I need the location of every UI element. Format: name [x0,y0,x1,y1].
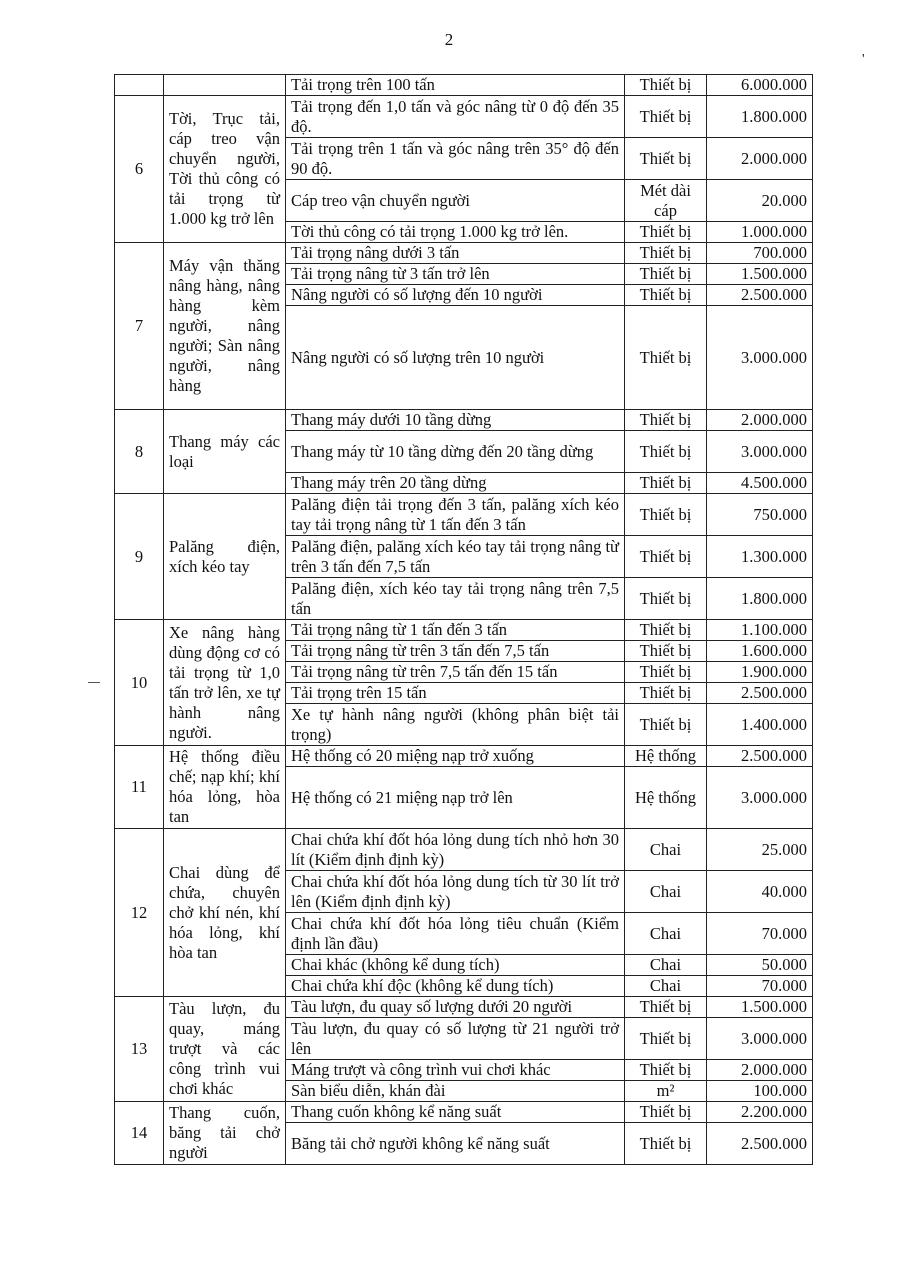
unit-of-measure: Thiết bị [625,222,707,243]
unit-of-measure: Mét dài cáp [625,180,707,222]
fee-amount: 40.000 [707,871,813,913]
unit-of-measure: Chai [625,976,707,997]
fee-amount: 2.500.000 [707,746,813,767]
table-row [115,243,813,264]
fee-amount: 1.500.000 [707,997,813,1018]
unit-of-measure: Thiết bị [625,641,707,662]
item-description: Tải trọng nâng từ trên 7,5 tấn đến 15 tấn [286,662,625,683]
item-description: Chai chứa khí đốt hóa lỏng dung tích nhỏ hơn 30 lít (Kiểm định định kỳ) [286,829,625,871]
table-row [115,829,813,871]
item-number: 10 [115,620,164,746]
item-number: 7 [115,243,164,410]
fee-amount: 2.500.000 [707,285,813,306]
unit-of-measure: Thiết bị [625,1123,707,1165]
equipment-group: Tời, Trục tải, cáp treo vận chuyển người, Tời thủ công có tải trọng từ 1.000 kg trở lên [164,96,286,243]
item-description: Nâng người có số lượng trên 10 người [286,306,625,410]
fee-amount: 2.200.000 [707,1102,813,1123]
table-row [115,96,813,138]
fee-amount: 1.800.000 [707,578,813,620]
fee-amount: 1.300.000 [707,536,813,578]
fee-amount: 3.000.000 [707,767,813,829]
table-row [115,620,813,641]
unit-of-measure: Chai [625,829,707,871]
item-description: Hệ thống có 20 miệng nạp trở xuống [286,746,625,767]
item-description: Tải trọng nâng từ trên 3 tấn đến 7,5 tấn [286,641,625,662]
unit-of-measure: Thiết bị [625,1102,707,1123]
item-description: Chai chứa khí đốt hóa lỏng tiêu chuẩn (Kiểm định lần đầu) [286,913,625,955]
equipment-group [164,75,286,96]
fee-amount: 25.000 [707,829,813,871]
item-description: Băng tải chở người không kể năng suất [286,1123,625,1165]
fee-amount: 1.800.000 [707,96,813,138]
table-row [115,75,813,96]
fee-amount: 70.000 [707,913,813,955]
equipment-group: Hệ thống điều chế; nạp khí; khí hóa lỏng, hòa tan [164,746,286,829]
item-description: Thang máy trên 20 tầng dừng [286,473,625,494]
table-row [115,746,813,767]
item-description: Cáp treo vận chuyển người [286,180,625,222]
unit-of-measure: Thiết bị [625,138,707,180]
item-description: Thang máy từ 10 tầng dừng đến 20 tầng dừng [286,431,625,473]
unit-of-measure: Thiết bị [625,578,707,620]
fee-amount: 6.000.000 [707,75,813,96]
fee-amount: 20.000 [707,180,813,222]
item-description: Chai chứa khí đốt hóa lỏng dung tích từ 30 lít trở lên (Kiểm định định kỳ) [286,871,625,913]
item-description: Máng trượt và công trình vui chơi khác [286,1060,625,1081]
item-description: Tải trọng nâng từ 1 tấn đến 3 tấn [286,620,625,641]
unit-of-measure: Thiết bị [625,264,707,285]
item-description: Xe tự hành nâng người (không phân biệt tải trọng) [286,704,625,746]
fee-amount: 3.000.000 [707,431,813,473]
fee-amount: 4.500.000 [707,473,813,494]
unit-of-measure: Chai [625,955,707,976]
item-description: Tàu lượn, đu quay có số lượng từ 21 người trở lên [286,1018,625,1060]
unit-of-measure: Thiết bị [625,1060,707,1081]
item-description: Thang cuốn không kể năng suất [286,1102,625,1123]
item-description: Palăng điện, xích kéo tay tải trọng nâng trên 7,5 tấn [286,578,625,620]
equipment-group: Palăng điện, xích kéo tay [164,494,286,620]
equipment-group: Chai dùng để chứa, chuyên chở khí nén, khí hóa lỏng, khí hòa tan [164,829,286,997]
item-description: Hệ thống có 21 miệng nạp trở lên [286,767,625,829]
margin-mark: ' [862,52,865,67]
fee-amount: 1.100.000 [707,620,813,641]
fee-amount: 750.000 [707,494,813,536]
fee-amount: 2.000.000 [707,138,813,180]
unit-of-measure: Chai [625,913,707,955]
unit-of-measure: Thiết bị [625,704,707,746]
fee-amount: 2.000.000 [707,1060,813,1081]
unit-of-measure: Thiết bị [625,997,707,1018]
fee-amount: 70.000 [707,976,813,997]
item-number: 11 [115,746,164,829]
item-description: Tải trọng trên 1 tấn và góc nâng trên 35° độ đến 90 độ. [286,138,625,180]
unit-of-measure: Thiết bị [625,431,707,473]
table-row [115,997,813,1018]
fee-amount: 1.000.000 [707,222,813,243]
fee-amount: 3.000.000 [707,306,813,410]
unit-of-measure: Thiết bị [625,285,707,306]
table-row [115,494,813,536]
equipment-group: Thang cuốn, băng tải chở người [164,1102,286,1165]
fee-amount: 1.900.000 [707,662,813,683]
item-description: Tải trọng trên 100 tấn [286,75,625,96]
unit-of-measure: Thiết bị [625,683,707,704]
item-description: Tải trọng trên 15 tấn [286,683,625,704]
unit-of-measure: Thiết bị [625,473,707,494]
item-number: 14 [115,1102,164,1165]
fee-amount: 50.000 [707,955,813,976]
margin-dash [88,682,100,683]
unit-of-measure: Thiết bị [625,410,707,431]
unit-of-measure: Thiết bị [625,620,707,641]
item-description: Palăng điện, palăng xích kéo tay tải trọng nâng từ trên 3 tấn đến 7,5 tấn [286,536,625,578]
item-description: Palăng điện tải trọng đến 3 tấn, palăng xích kéo tay tải trọng nâng từ 1 tấn đến 3 tấn [286,494,625,536]
fee-table [114,74,813,1165]
item-number: 12 [115,829,164,997]
fee-amount: 700.000 [707,243,813,264]
unit-of-measure: Thiết bị [625,306,707,410]
item-description: Thang máy dưới 10 tầng dừng [286,410,625,431]
item-description: Chai khác (không kể dung tích) [286,955,625,976]
item-description: Sàn biểu diễn, khán đài [286,1081,625,1102]
item-description: Tải trọng nâng dưới 3 tấn [286,243,625,264]
item-description: Chai chứa khí độc (không kể dung tích) [286,976,625,997]
item-description: Tải trọng đến 1,0 tấn và góc nâng từ 0 độ đến 35 độ. [286,96,625,138]
unit-of-measure: Thiết bị [625,1018,707,1060]
fee-amount: 2.000.000 [707,410,813,431]
fee-amount: 1.400.000 [707,704,813,746]
fee-amount: 2.500.000 [707,683,813,704]
unit-of-measure: Thiết bị [625,243,707,264]
item-number: 13 [115,997,164,1102]
unit-of-measure: Thiết bị [625,662,707,683]
item-number: 6 [115,96,164,243]
unit-of-measure: Thiết bị [625,536,707,578]
unit-of-measure: Thiết bị [625,494,707,536]
unit-of-measure: Chai [625,871,707,913]
unit-of-measure: Hệ thống [625,767,707,829]
fee-amount: 2.500.000 [707,1123,813,1165]
item-number: 8 [115,410,164,494]
page-number: 2 [444,30,454,49]
unit-of-measure: Thiết bị [625,75,707,96]
table-row [115,1102,813,1123]
fee-amount: 1.500.000 [707,264,813,285]
fee-amount: 3.000.000 [707,1018,813,1060]
equipment-group: Thang máy các loại [164,410,286,494]
equipment-group: Máy vận thăng nâng hàng, nâng hàng kèm người, nâng người; Sàn nâng người, nâng hàng [164,243,286,410]
item-description: Nâng người có số lượng đến 10 người [286,285,625,306]
fee-amount: 1.600.000 [707,641,813,662]
equipment-group: Tàu lượn, đu quay, máng trượt và các công trình vui chơi khác [164,997,286,1102]
unit-of-measure: m² [625,1081,707,1102]
table-row [115,410,813,431]
item-description: Tàu lượn, đu quay số lượng dưới 20 người [286,997,625,1018]
unit-of-measure: Hệ thống [625,746,707,767]
item-description: Tời thủ công có tải trọng 1.000 kg trở lên. [286,222,625,243]
item-description: Tải trọng nâng từ 3 tấn trở lên [286,264,625,285]
unit-of-measure: Thiết bị [625,96,707,138]
fee-table-body [115,75,813,1165]
item-number [115,75,164,96]
fee-amount: 100.000 [707,1081,813,1102]
equipment-group: Xe nâng hàng dùng động cơ có tải trọng từ 1,0 tấn trở lên, xe tự hành nâng người. [164,620,286,746]
item-number: 9 [115,494,164,620]
